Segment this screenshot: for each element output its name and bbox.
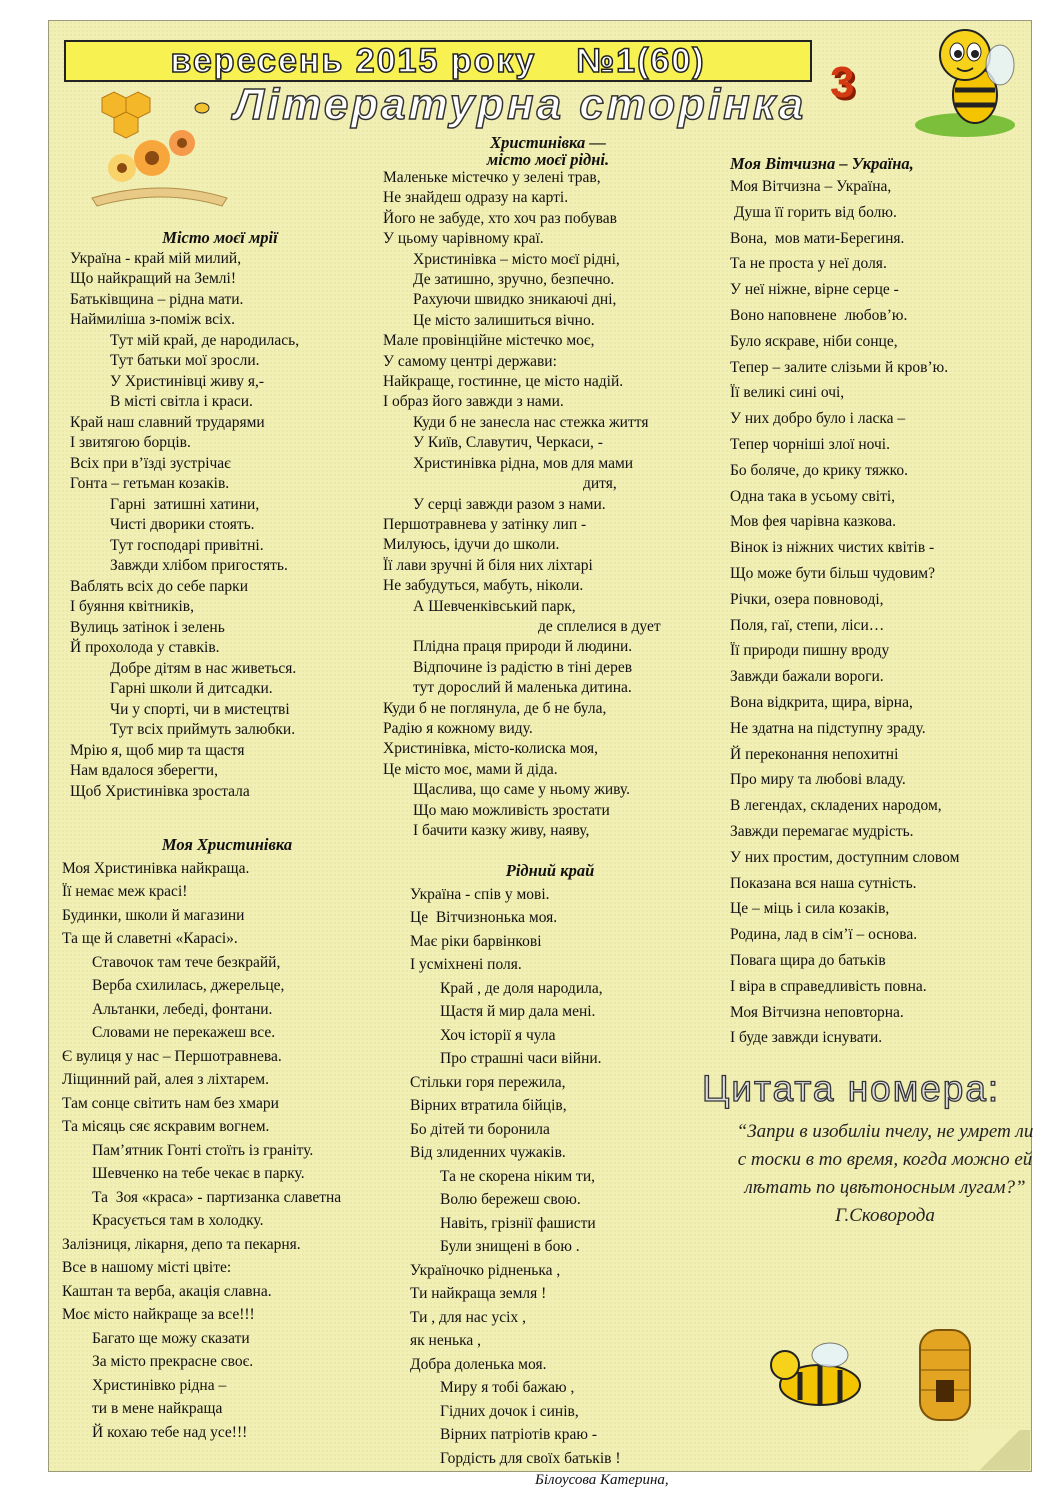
poem-line: Є вулиця у нас – Першотравнева. bbox=[62, 1047, 282, 1065]
poem-line: Навіть, грізнії фашисти bbox=[440, 1214, 596, 1232]
poem-line: Ліщинний рай, алея з ліхтарем. bbox=[62, 1071, 269, 1088]
poem-line: Що маю можливість зростати bbox=[413, 801, 610, 819]
poem-lines bbox=[62, 857, 392, 1445]
poem-line: Не здатна на підступну зраду. bbox=[730, 719, 926, 737]
poem-line: Від злиденних чужаків. bbox=[410, 1144, 566, 1161]
poem-line: І буде завжди існувати. bbox=[730, 1029, 883, 1047]
poem-line: Вона відкрита, щира, вірна, bbox=[730, 693, 913, 711]
poem-line: Що найкращий на Землі! bbox=[70, 270, 236, 287]
poem-title: Моя Христинівка bbox=[161, 835, 293, 854]
poem-lines bbox=[383, 168, 713, 841]
poem-line: Чи у спорті, чи в мистецтві bbox=[110, 700, 290, 718]
poem-line: Моє місто найкраще за все!!! bbox=[62, 1306, 255, 1323]
poem-line: Гарні затишні хатини, bbox=[110, 495, 260, 513]
poem-line: Гордість для своїх батьків ! bbox=[440, 1449, 621, 1467]
poem-line: Каштан та верба, акація славна. bbox=[62, 1282, 272, 1300]
poem-title: Рідний край bbox=[505, 861, 595, 880]
flower-honeycomb-icon bbox=[82, 88, 232, 213]
poem-line: де сплелися в дует bbox=[538, 617, 661, 635]
poem-line: дитя, bbox=[583, 475, 617, 493]
quote-line: не умрет ли с тоски bbox=[737, 1121, 1034, 1170]
poem-line: Шевченко на тебе чекає в парку. bbox=[92, 1165, 305, 1182]
poem-line: Це місто моє, мами й діда. bbox=[383, 760, 558, 778]
poem-line: Україна - спів у мові. bbox=[410, 885, 550, 903]
bee-icon bbox=[905, 10, 1020, 140]
poem-line: Красується там в холодку. bbox=[92, 1212, 264, 1229]
poem-line: Мрію я, щоб мир та щастя bbox=[70, 741, 245, 759]
issue-number: №1(60) bbox=[576, 41, 706, 80]
poem-line: І усміхнені поля. bbox=[410, 956, 522, 973]
poem-line: Завжди бажали вороги. bbox=[730, 668, 884, 686]
poem-line: У них добро було і ласка – bbox=[730, 410, 906, 428]
poem-line: У цьому чарівному краї. bbox=[383, 230, 544, 248]
poem-line: Ставочок там тече безкрайй, bbox=[92, 953, 281, 971]
poem-title: Місто моєї мрії bbox=[162, 228, 278, 247]
poem-line: Щаслива, що саме у ньому живу. bbox=[413, 781, 630, 799]
poem-line: Тут господарі привітні. bbox=[110, 536, 264, 554]
poem-line: Та не скорена ніким ти, bbox=[440, 1167, 595, 1185]
poem-line: Та ще й славетні «Карасі». bbox=[62, 930, 238, 947]
poem-title: Моя Вітчизна – Україна, bbox=[730, 154, 914, 173]
quote-line: когда можно ей лѣтать по bbox=[744, 1149, 1033, 1198]
issue-date: вересень 2015 року bbox=[170, 41, 537, 80]
poem-line: Ти найкраща земля ! bbox=[410, 1285, 547, 1302]
poem-line: Завжди перемагає мудрість. bbox=[730, 822, 914, 840]
poem-line: Куди б не поглянула, де б не була, bbox=[383, 699, 607, 717]
poem-line: У них простим, доступним словом bbox=[730, 848, 960, 866]
poem-line: Вірних втратила бійців, bbox=[410, 1097, 567, 1114]
poem-line: Милуюсь, ідучи до школи. bbox=[383, 536, 560, 554]
poem-line: Показана вся наша сутність. bbox=[730, 874, 917, 892]
poem-line: І образ його завжди з нами. bbox=[383, 393, 564, 411]
poem-line: Радію я кожному виду. bbox=[383, 719, 533, 737]
poem-line: Її лави зручні й біля них ліхтарі bbox=[383, 556, 593, 574]
poem-moya-khrystynivka bbox=[62, 833, 392, 1444]
poem-line: Її немає меж красі! bbox=[62, 883, 188, 900]
poem-line: Найкраще, гостинне, це місто надій. bbox=[383, 373, 624, 391]
poem-line: Добре дітям в нас живеться. bbox=[110, 659, 297, 677]
poem-line: Завжди хлібом пригостять. bbox=[110, 557, 288, 574]
poem-line: Річки, озера повноводі, bbox=[730, 590, 884, 608]
quote-line: “Запри в изобиліи пчелу, bbox=[736, 1121, 932, 1142]
poem-line: Край , де доля народила, bbox=[440, 979, 603, 997]
poem-line: Наймиліша з-поміж всіх. bbox=[70, 311, 235, 328]
poem-line: Поля, гаї, степи, ліси… bbox=[730, 616, 885, 634]
poem-line: Має ріки барвінкові bbox=[410, 932, 542, 950]
quote-author: Г.Сковорода bbox=[835, 1205, 935, 1226]
poem-line: Альтанки, лебеді, фонтани. bbox=[92, 1000, 273, 1018]
poem-line: І віра в справедливість повна. bbox=[730, 977, 927, 995]
poem-line: За місто прекрасне своє. bbox=[92, 1353, 254, 1370]
poem-line: І буяння квітників, bbox=[70, 598, 194, 615]
quote-line: цвѣтоносным bbox=[839, 1177, 956, 1198]
poem-line: Моя Христинівка найкраща. bbox=[62, 859, 250, 877]
poem-line: Повага щира до батьків bbox=[730, 951, 886, 969]
poem-line: Вінок із ніжних чистих квітів - bbox=[730, 539, 935, 557]
poem-line: Батьківщина – рідна мати. bbox=[70, 290, 244, 308]
poem-line: Родина, лад в сім’ї – основа. bbox=[730, 926, 918, 944]
poem-line: Вулиць затінок і зелень bbox=[70, 618, 225, 636]
poem-line: ти в мене найкраща bbox=[92, 1400, 223, 1417]
issue-banner bbox=[64, 40, 812, 82]
poem-line: Вона, мов мати-Берегиня. bbox=[730, 229, 905, 247]
poem-line: Мале провінційне містечко моє, bbox=[383, 332, 595, 350]
poem-line: Україночко рідненька , bbox=[410, 1261, 561, 1279]
poem-line: Пам’ятник Гонті стоїть із граніту. bbox=[92, 1141, 314, 1159]
poem-line: Христинівка, місто-колиска моя, bbox=[383, 740, 599, 758]
poem-line: Що може бути більш чудовим? bbox=[730, 564, 935, 582]
poem-line: Одна така в усьому світі, bbox=[730, 487, 896, 505]
poem-line: Про миру та любові владу. bbox=[730, 771, 906, 789]
poem-line: А Шевченківський парк, bbox=[413, 597, 576, 615]
poem-line: Христинівка рідна, мов для мами bbox=[413, 454, 634, 472]
bees-beehive-icon bbox=[770, 1310, 985, 1430]
poem-line: Верба схилилась, джерельце, bbox=[92, 977, 285, 994]
poem-line: Багато ще можу сказати bbox=[92, 1329, 250, 1347]
poem-line: Моя Вітчизна – Україна, bbox=[730, 178, 892, 195]
poem-line: Добра доленька моя. bbox=[410, 1355, 547, 1373]
quote-line: лугам?” bbox=[959, 1177, 1026, 1198]
poem-line: Не знайдеш одразу на карті. bbox=[383, 189, 569, 207]
poem-line: Щастя й мир дала мені. bbox=[440, 1003, 596, 1020]
poem-line: Рахуючи швидко зникаючі дні, bbox=[413, 291, 617, 309]
page-title: Літературна сторінка bbox=[233, 80, 807, 129]
poem-line: У Христинівці живу я,- bbox=[110, 372, 265, 390]
poem-line: Це – міць і сила козаків, bbox=[730, 900, 890, 918]
poem-line: тут дорослий й маленька дитина. bbox=[413, 679, 632, 697]
poem-lines bbox=[410, 883, 710, 1471]
poem-line: У самому центрі держави: bbox=[383, 352, 557, 370]
poem-line: Нам вдалося зберегти, bbox=[70, 762, 218, 779]
poem-line: Й кохаю тебе над усе!!! bbox=[92, 1423, 248, 1441]
poem-line: Ти , для нас усіх , bbox=[410, 1308, 526, 1326]
poem-line: Її природи пишну вроду bbox=[730, 642, 890, 660]
page-number: 3 bbox=[830, 58, 855, 107]
poem-line: Волю бережеш свою. bbox=[440, 1191, 581, 1208]
quote-text bbox=[735, 1118, 1035, 1230]
poem-misto-moyeyi-mriyi bbox=[70, 228, 370, 802]
poem-line: У неї ніжне, вірне серце - bbox=[730, 281, 899, 299]
poem-line: І бачити казку живу, наяву, bbox=[413, 822, 590, 839]
poem-title-line2: місто моєї рідні. bbox=[486, 150, 610, 169]
poem-line: У серці завжди разом з нами. bbox=[413, 495, 606, 513]
poem-line: Це місто залишиться вічно. bbox=[413, 311, 595, 329]
poem-line: Та місяць сяє яскравим вогнем. bbox=[62, 1118, 270, 1135]
poem-line: Будинки, школи й магазини bbox=[62, 906, 245, 924]
poem-line: Були знищені в бою . bbox=[440, 1238, 580, 1255]
poem-line: І звитягою борців. bbox=[70, 434, 191, 451]
poem-line: Все в нашому місті цвіте: bbox=[62, 1259, 232, 1276]
poem-line: Хоч історії я чула bbox=[440, 1026, 556, 1044]
poem-line: Тут всіх приймуть залюбки. bbox=[110, 721, 296, 738]
poem-line: Й переконання непохитні bbox=[730, 745, 899, 763]
poem-line: Всіх при в’їзді зустрічає bbox=[70, 454, 231, 472]
poem-line: В місті світла і краси. bbox=[110, 393, 253, 410]
poem-line: Та Зоя «краса» - партизанка славетна bbox=[92, 1188, 342, 1206]
poem-line: Край наш славний трударями bbox=[70, 413, 265, 431]
poem-line: Миру я тобі бажаю , bbox=[440, 1379, 575, 1396]
poem-line: Гарні школи й дитсадки. bbox=[110, 680, 273, 697]
poem-line: Гонта – гетьман козаків. bbox=[70, 475, 230, 492]
poem-line: Бо дітей ти боронила bbox=[410, 1120, 550, 1138]
poem-line: Було яскраве, ніби сонце, bbox=[730, 332, 898, 350]
quote-heading: Цитата номера: bbox=[702, 1068, 1001, 1109]
poem-line: Тут мій край, де народилась, bbox=[110, 331, 300, 349]
poem-line: Воно наповнене любов’ю. bbox=[730, 306, 908, 324]
poem-line: Словами не перекажеш все. bbox=[92, 1024, 276, 1041]
poem-line: Там сонце світить нам без хмари bbox=[62, 1094, 279, 1112]
poem-line: Та не проста у неї доля. bbox=[730, 255, 887, 273]
poem-line: Тут батьки мої зросли. bbox=[110, 352, 260, 369]
poem-line: як ненька , bbox=[410, 1332, 481, 1349]
poem-lines bbox=[70, 249, 370, 803]
poem-line: Душа її горить від болю. bbox=[730, 203, 897, 221]
page-curl bbox=[970, 1430, 1030, 1470]
poem-line: Христинівко рідна – bbox=[92, 1376, 227, 1394]
author-signature: Білоусова Катерина, bbox=[535, 1472, 669, 1488]
poem-line: Ваблять всіх до себе парки bbox=[70, 577, 248, 595]
poem-line: Залізниця, лікарня, депо та пекарня. bbox=[62, 1235, 301, 1253]
poem-line: У Київ, Славутич, Черкаси, - bbox=[413, 434, 603, 452]
poem-line: Не забудуться, мабуть, ніколи. bbox=[383, 577, 584, 595]
poem-line: Стільки горя пережила, bbox=[410, 1073, 566, 1091]
poem-line: Чисті дворики стоять. bbox=[110, 516, 255, 533]
poem-line: Моя Вітчизна неповторна. bbox=[730, 1003, 904, 1021]
poem-line: Україна - край мій милий, bbox=[70, 249, 242, 267]
quote-line: в то время, bbox=[805, 1149, 899, 1170]
poem-moya-vitchyzna bbox=[730, 154, 1030, 1051]
poem-line: Мов фея чарівна казкова. bbox=[730, 513, 897, 531]
poem-line: Маленьке містечко у зелені трав, bbox=[383, 169, 601, 186]
poem-title-line1: Христинівка — bbox=[490, 133, 606, 152]
poem-line: Відпочине із радістю в тіні дерев bbox=[413, 658, 633, 676]
poem-line: Щоб Христинівка зростала bbox=[70, 782, 250, 800]
poem-khrystynivka-misto bbox=[383, 134, 713, 841]
poem-line: Христинівка – місто моєї рідні, bbox=[413, 250, 620, 268]
poem-line: Першотравнева у затінку лип - bbox=[383, 515, 587, 533]
poem-ridnyi-krai bbox=[410, 859, 710, 1470]
poem-line: Його не забуде, хто хоч раз побував bbox=[383, 209, 617, 227]
poem-line: Її великі сині очі, bbox=[730, 384, 845, 402]
poem-line: Плідна праця природи й людини. bbox=[413, 638, 633, 656]
poem-line: Бо боляче, до крику тяжко. bbox=[730, 461, 909, 479]
poem-lines bbox=[730, 174, 1030, 1051]
poem-line: В легендах, складених народом, bbox=[730, 797, 942, 815]
poem-line: Гідних дочок і синів, bbox=[440, 1402, 579, 1420]
poem-line: Куди б не занесла нас стежка життя bbox=[413, 413, 649, 431]
poem-line: Тепер – залите слізьми й кров’ю. bbox=[730, 358, 949, 376]
poem-line: Вірних патріотів краю - bbox=[440, 1426, 597, 1443]
poem-line: Про страшні часи війни. bbox=[440, 1050, 602, 1067]
poem-line: Тепер чорніші злої ночі. bbox=[730, 435, 890, 453]
poem-line: Де затишно, зручно, безпечно. bbox=[413, 271, 615, 289]
poem-line: Й прохолода у ставків. bbox=[70, 639, 220, 656]
poem-line: Це Вітчизнонька моя. bbox=[410, 909, 558, 926]
